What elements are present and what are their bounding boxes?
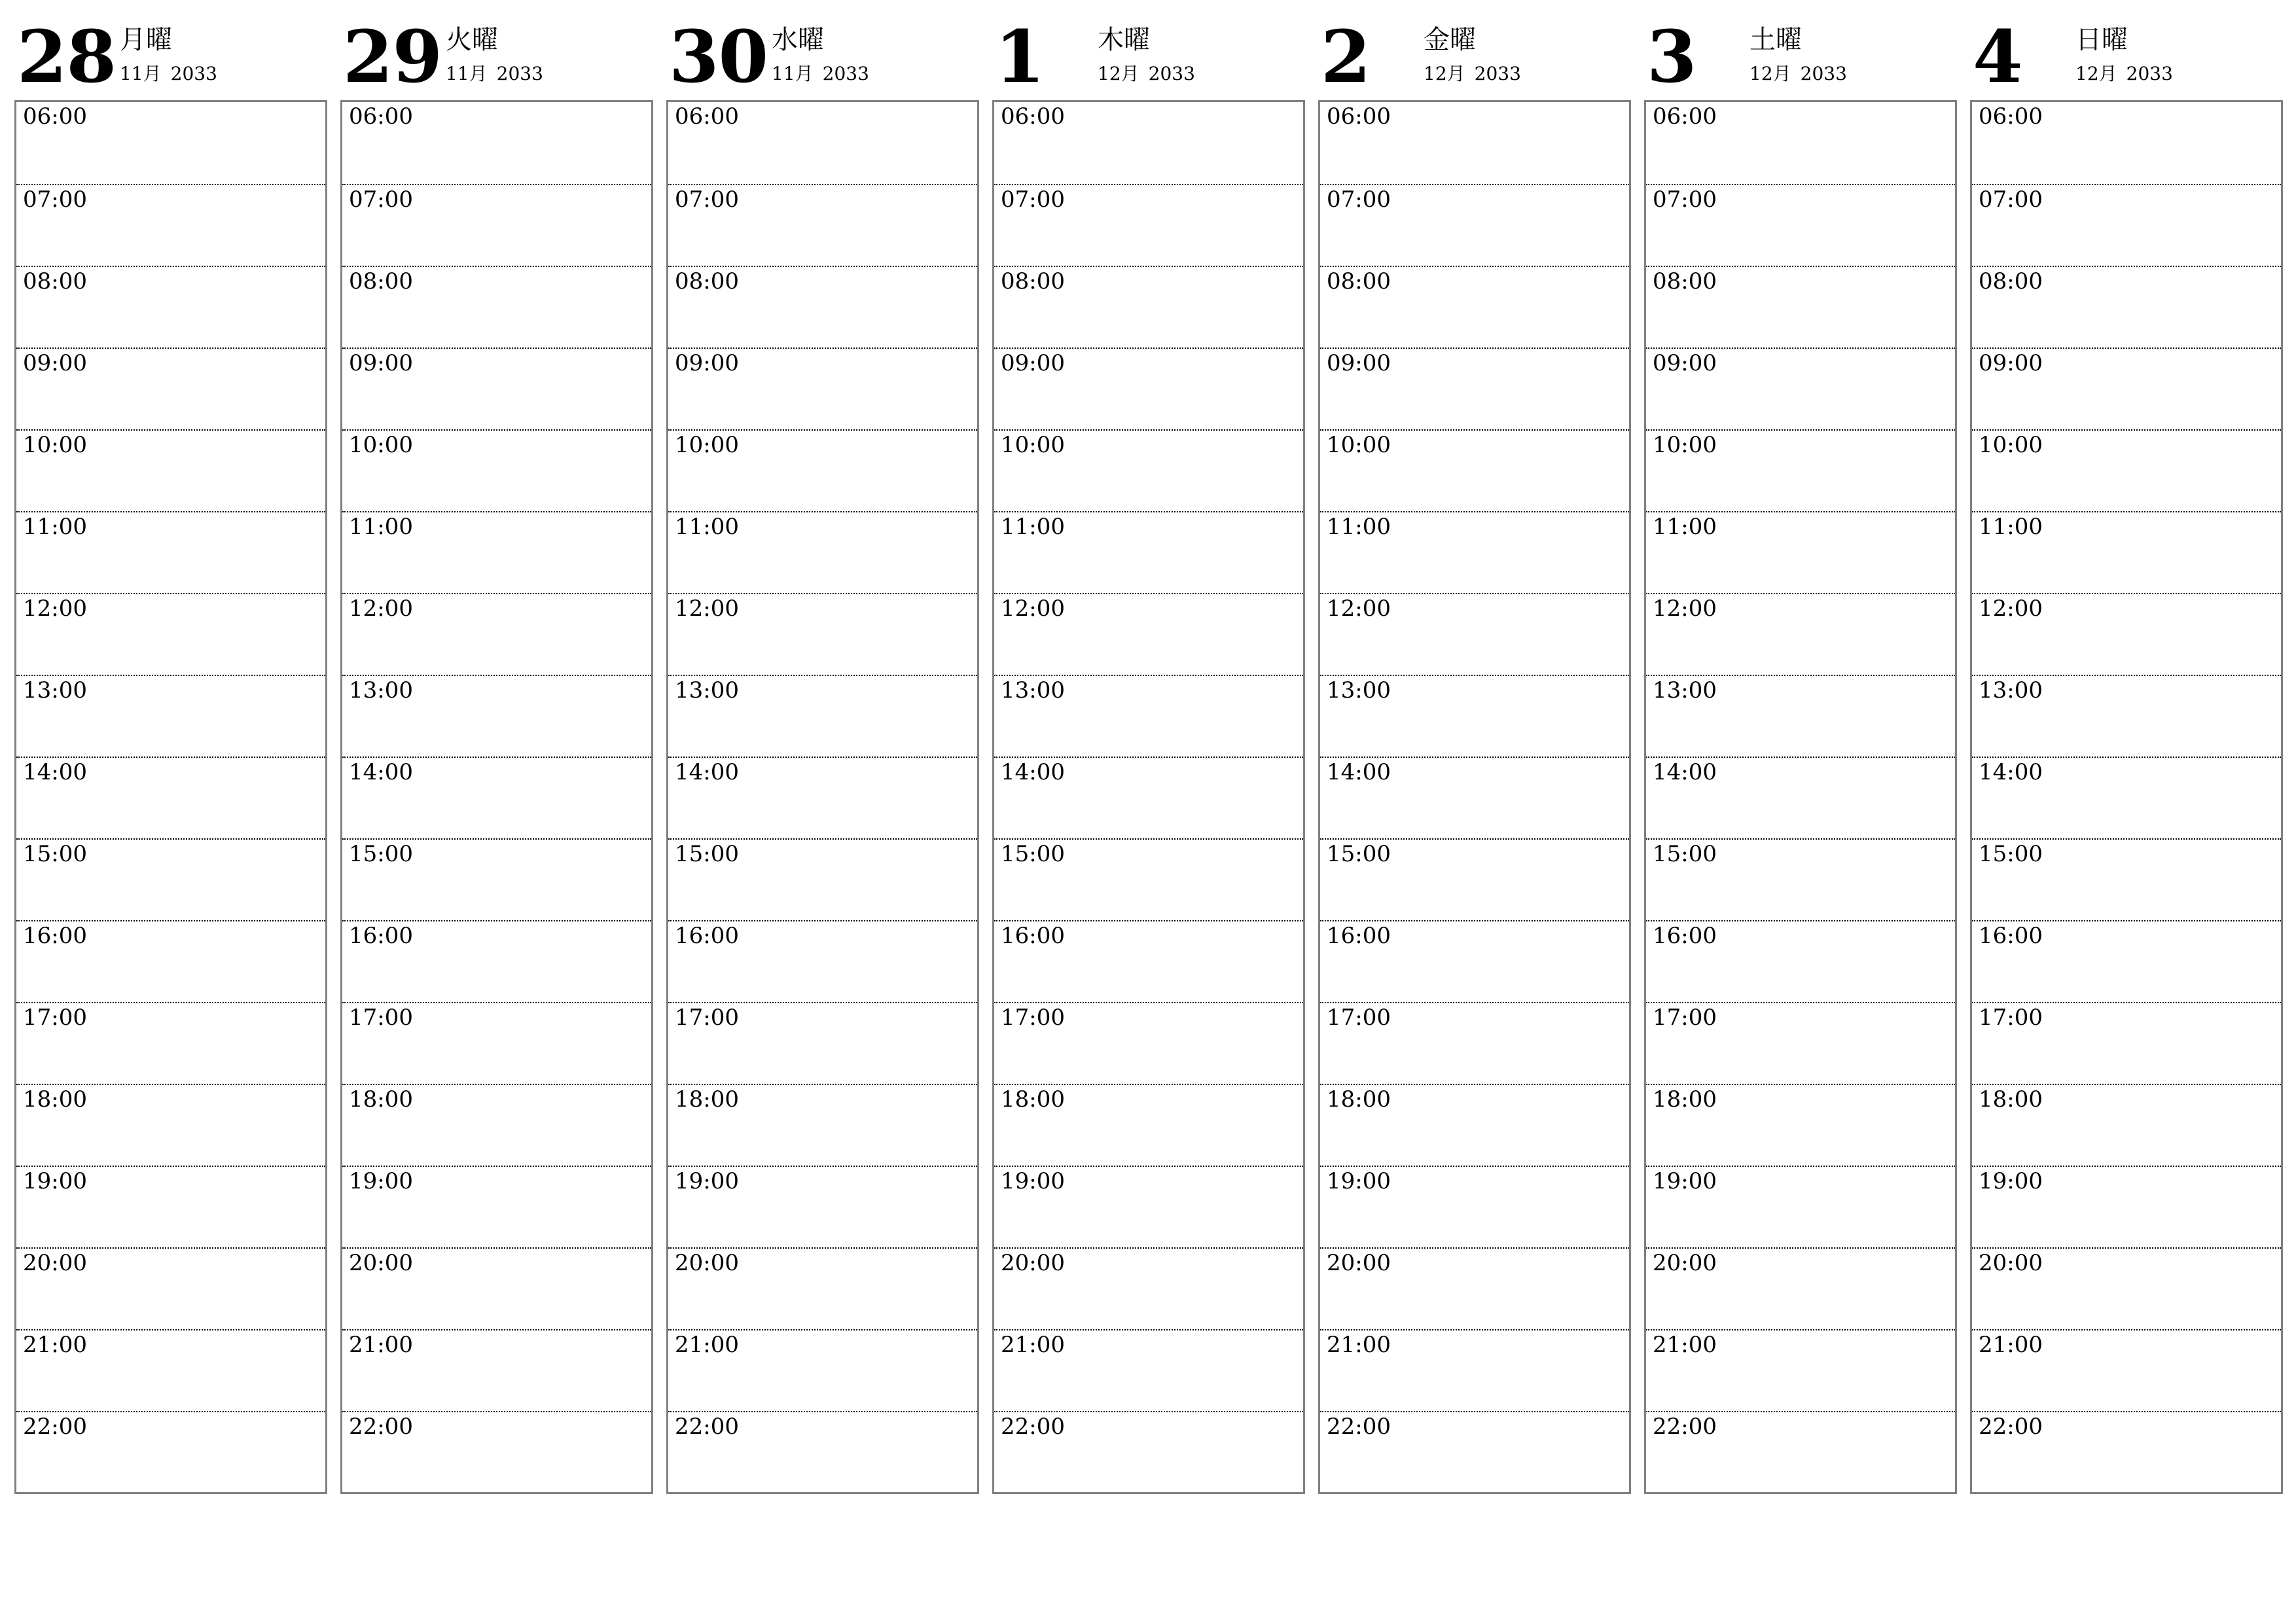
time-slot-label: 08:00: [1001, 268, 1065, 294]
time-slot[interactable]: [994, 1002, 1303, 1084]
day-schedule-box: [340, 100, 653, 1494]
time-slot-label: 17:00: [1979, 1005, 2043, 1031]
time-slot[interactable]: [1320, 1084, 1629, 1166]
time-slot-label: 12:00: [1979, 596, 2043, 622]
weekday-label: 木曜: [1098, 25, 1150, 55]
time-slot[interactable]: [342, 1411, 651, 1493]
day-schedule-box: [1318, 100, 1631, 1494]
time-slot-label: 20:00: [23, 1250, 87, 1276]
time-slot[interactable]: [16, 593, 325, 675]
time-slot[interactable]: [1646, 102, 1955, 184]
time-slot-label: 16:00: [349, 923, 413, 949]
time-slot[interactable]: [1646, 348, 1955, 429]
time-slot[interactable]: [1646, 1247, 1955, 1329]
time-slot-label: 18:00: [349, 1086, 413, 1113]
month-label: 12月: [1424, 63, 1465, 84]
day-header: [340, 0, 653, 98]
month-year-label: [1098, 63, 1195, 85]
time-slot[interactable]: [1646, 757, 1955, 838]
month-label: 12月: [1749, 63, 1791, 84]
time-slot[interactable]: [1320, 1166, 1629, 1247]
time-slot[interactable]: [342, 348, 651, 429]
time-slot[interactable]: [668, 1166, 977, 1247]
day-number: 28: [17, 14, 117, 99]
time-slot-label: 12:00: [675, 596, 739, 622]
time-slot[interactable]: [994, 1166, 1303, 1247]
time-slot[interactable]: [16, 1084, 325, 1166]
time-slot-label: 06:00: [675, 103, 739, 130]
time-slot-label: 21:00: [23, 1332, 87, 1358]
time-slot-label: 20:00: [1327, 1250, 1391, 1276]
time-slot-label: 07:00: [1001, 187, 1065, 213]
day-column: [992, 0, 1305, 1499]
time-slot[interactable]: [16, 511, 325, 593]
time-slot-label: 06:00: [1001, 103, 1065, 130]
day-number: 4: [1973, 14, 2022, 99]
time-slot-label: 08:00: [1979, 268, 2043, 294]
time-slot[interactable]: [342, 593, 651, 675]
month-label: 11月: [772, 63, 814, 84]
time-slot[interactable]: [668, 1084, 977, 1166]
month-label: 12月: [2075, 63, 2117, 84]
month-label: 11月: [446, 63, 488, 84]
day-header: [1970, 0, 2283, 98]
time-slot-label: 16:00: [1327, 923, 1391, 949]
time-slot[interactable]: [342, 1166, 651, 1247]
time-slot[interactable]: [16, 1247, 325, 1329]
time-slot[interactable]: [994, 838, 1303, 920]
time-slot-label: 09:00: [675, 350, 739, 376]
time-slot[interactable]: [994, 102, 1303, 184]
time-slot[interactable]: [994, 511, 1303, 593]
time-slot-label: 13:00: [1653, 677, 1717, 704]
time-slot-label: 21:00: [349, 1332, 413, 1358]
time-slot[interactable]: [1972, 1411, 2281, 1493]
time-slot-label: 09:00: [1979, 350, 2043, 376]
time-slot[interactable]: [994, 675, 1303, 757]
time-slot-label: 06:00: [1653, 103, 1717, 130]
day-schedule-box: [1644, 100, 1957, 1494]
time-slot[interactable]: [16, 757, 325, 838]
time-slot-label: 19:00: [1327, 1168, 1391, 1194]
time-slot-label: 11:00: [349, 514, 413, 540]
time-slot[interactable]: [1320, 1411, 1629, 1493]
time-slot-label: 17:00: [1001, 1005, 1065, 1031]
time-slot[interactable]: [342, 920, 651, 1002]
time-slot-label: 08:00: [675, 268, 739, 294]
time-slot-label: 19:00: [23, 1168, 87, 1194]
time-slot-label: 20:00: [1979, 1250, 2043, 1276]
time-slot[interactable]: [1320, 920, 1629, 1002]
time-slot-label: 18:00: [1327, 1086, 1391, 1113]
time-slot-label: 17:00: [1327, 1005, 1391, 1031]
time-slot[interactable]: [1646, 1166, 1955, 1247]
time-slot[interactable]: [16, 266, 325, 348]
time-slot[interactable]: [342, 266, 651, 348]
time-slot[interactable]: [16, 1002, 325, 1084]
day-schedule-box: [992, 100, 1305, 1494]
day-schedule-box: [14, 100, 327, 1494]
time-slot[interactable]: [668, 675, 977, 757]
time-slot-label: 10:00: [1653, 432, 1717, 458]
time-slot-label: 21:00: [1653, 1332, 1717, 1358]
time-slot-label: 09:00: [349, 350, 413, 376]
time-slot-label: 16:00: [1001, 923, 1065, 949]
day-schedule-box: [666, 100, 979, 1494]
time-slot[interactable]: [1972, 675, 2281, 757]
weekday-label: 土曜: [1749, 25, 1802, 55]
day-number: 3: [1647, 14, 1696, 99]
time-slot[interactable]: [1972, 1166, 2281, 1247]
time-slot[interactable]: [1646, 593, 1955, 675]
day-column: [1318, 0, 1631, 1499]
time-slot[interactable]: [1646, 266, 1955, 348]
time-slot-label: 13:00: [675, 677, 739, 704]
time-slot-label: 20:00: [1001, 1250, 1065, 1276]
time-slot-label: 22:00: [1001, 1414, 1065, 1440]
time-slot[interactable]: [668, 429, 977, 511]
time-slot-label: 17:00: [23, 1005, 87, 1031]
time-slot-label: 22:00: [1653, 1414, 1717, 1440]
time-slot[interactable]: [342, 1329, 651, 1411]
day-header: [1318, 0, 1631, 98]
time-slot-label: 08:00: [349, 268, 413, 294]
time-slot[interactable]: [668, 593, 977, 675]
day-column: [340, 0, 653, 1499]
time-slot[interactable]: [16, 429, 325, 511]
time-slot[interactable]: [1646, 1002, 1955, 1084]
day-number: 30: [669, 14, 768, 99]
time-slot[interactable]: [16, 184, 325, 266]
time-slot-label: 19:00: [1979, 1168, 2043, 1194]
time-slot[interactable]: [1320, 1002, 1629, 1084]
time-slot-label: 19:00: [1001, 1168, 1065, 1194]
time-slot[interactable]: [1320, 266, 1629, 348]
time-slot-label: 06:00: [1979, 103, 2043, 130]
time-slot-label: 15:00: [1979, 841, 2043, 867]
time-slot[interactable]: [1320, 757, 1629, 838]
time-slot[interactable]: [1972, 429, 2281, 511]
time-slot[interactable]: [994, 1084, 1303, 1166]
time-slot[interactable]: [1320, 429, 1629, 511]
weekday-label: 月曜: [120, 25, 172, 55]
year-label: 2033: [496, 63, 543, 84]
time-slot-label: 20:00: [349, 1250, 413, 1276]
time-slot-label: 15:00: [1653, 841, 1717, 867]
time-slot[interactable]: [1972, 757, 2281, 838]
time-slot-label: 11:00: [675, 514, 739, 540]
time-slot-label: 11:00: [1653, 514, 1717, 540]
time-slot-label: 18:00: [1653, 1086, 1717, 1113]
time-slot[interactable]: [668, 102, 977, 184]
time-slot[interactable]: [994, 429, 1303, 511]
year-label: 2033: [2126, 63, 2173, 84]
time-slot-label: 17:00: [675, 1005, 739, 1031]
time-slot-label: 15:00: [1001, 841, 1065, 867]
time-slot-label: 06:00: [349, 103, 413, 130]
time-slot[interactable]: [342, 675, 651, 757]
day-column: [666, 0, 979, 1499]
time-slot-label: 17:00: [1653, 1005, 1717, 1031]
year-label: 2033: [170, 63, 217, 84]
time-slot[interactable]: [1320, 675, 1629, 757]
time-slot[interactable]: [342, 1002, 651, 1084]
month-label: 12月: [1098, 63, 1139, 84]
time-slot-label: 11:00: [1979, 514, 2043, 540]
day-header: [14, 0, 327, 98]
time-slot[interactable]: [16, 1329, 325, 1411]
time-slot[interactable]: [342, 757, 651, 838]
time-slot-label: 09:00: [1001, 350, 1065, 376]
time-slot[interactable]: [1972, 102, 2281, 184]
time-slot[interactable]: [342, 1084, 651, 1166]
time-slot[interactable]: [668, 920, 977, 1002]
time-slot[interactable]: [1972, 1084, 2281, 1166]
day-header: [1644, 0, 1957, 98]
time-slot[interactable]: [342, 429, 651, 511]
time-slot-label: 14:00: [1001, 759, 1065, 785]
weekday-label: 火曜: [446, 25, 498, 55]
time-slot[interactable]: [1646, 184, 1955, 266]
time-slot[interactable]: [668, 1329, 977, 1411]
time-slot-label: 12:00: [23, 596, 87, 622]
time-slot[interactable]: [1972, 920, 2281, 1002]
time-slot-label: 09:00: [1327, 350, 1391, 376]
time-slot-label: 15:00: [675, 841, 739, 867]
time-slot-label: 19:00: [675, 1168, 739, 1194]
time-slot-label: 08:00: [1653, 268, 1717, 294]
time-slot-label: 15:00: [349, 841, 413, 867]
time-slot-label: 18:00: [675, 1086, 739, 1113]
time-slot-label: 11:00: [23, 514, 87, 540]
time-slot-label: 12:00: [1327, 596, 1391, 622]
time-slot-label: 08:00: [1327, 268, 1391, 294]
time-slot-label: 22:00: [675, 1414, 739, 1440]
time-slot[interactable]: [16, 102, 325, 184]
month-label: 11月: [120, 63, 162, 84]
time-slot-label: 07:00: [1653, 187, 1717, 213]
time-slot-label: 13:00: [1001, 677, 1065, 704]
day-header: [666, 0, 979, 98]
time-slot-label: 15:00: [23, 841, 87, 867]
day-column: [1644, 0, 1957, 1499]
time-slot-label: 22:00: [23, 1414, 87, 1440]
time-slot-label: 21:00: [1327, 1332, 1391, 1358]
time-slot[interactable]: [994, 920, 1303, 1002]
time-slot-label: 07:00: [1979, 187, 2043, 213]
year-label: 2033: [1474, 63, 1521, 84]
time-slot[interactable]: [1320, 511, 1629, 593]
time-slot[interactable]: [16, 348, 325, 429]
time-slot[interactable]: [668, 184, 977, 266]
time-slot-label: 06:00: [1327, 103, 1391, 130]
time-slot[interactable]: [16, 1166, 325, 1247]
time-slot[interactable]: [1320, 838, 1629, 920]
time-slot[interactable]: [1972, 1002, 2281, 1084]
time-slot-label: 11:00: [1327, 514, 1391, 540]
time-slot-label: 16:00: [1653, 923, 1717, 949]
time-slot-label: 10:00: [1327, 432, 1391, 458]
time-slot-label: 16:00: [1979, 923, 2043, 949]
time-slot[interactable]: [16, 838, 325, 920]
time-slot-label: 07:00: [675, 187, 739, 213]
time-slot-label: 13:00: [1327, 677, 1391, 704]
time-slot-label: 10:00: [1001, 432, 1065, 458]
time-slot-label: 14:00: [1653, 759, 1717, 785]
day-number: 2: [1321, 14, 1371, 99]
time-slot-label: 19:00: [349, 1168, 413, 1194]
time-slot[interactable]: [994, 1329, 1303, 1411]
time-slot[interactable]: [1320, 102, 1629, 184]
time-slot[interactable]: [1646, 920, 1955, 1002]
time-slot-label: 08:00: [23, 268, 87, 294]
year-label: 2033: [1800, 63, 1847, 84]
time-slot-label: 07:00: [349, 187, 413, 213]
day-column: [14, 0, 327, 1499]
day-header: [992, 0, 1305, 98]
time-slot-label: 17:00: [349, 1005, 413, 1031]
time-slot-label: 14:00: [675, 759, 739, 785]
time-slot-label: 10:00: [1979, 432, 2043, 458]
time-slot[interactable]: [668, 1411, 977, 1493]
time-slot-label: 22:00: [349, 1414, 413, 1440]
time-slot-label: 09:00: [23, 350, 87, 376]
day-column: [1970, 0, 2283, 1499]
time-slot-label: 18:00: [1979, 1086, 2043, 1113]
time-slot-label: 10:00: [23, 432, 87, 458]
time-slot[interactable]: [994, 1411, 1303, 1493]
time-slot[interactable]: [1972, 348, 2281, 429]
time-slot-label: 10:00: [675, 432, 739, 458]
time-slot[interactable]: [668, 511, 977, 593]
time-slot[interactable]: [1972, 184, 2281, 266]
time-slot-label: 14:00: [1327, 759, 1391, 785]
time-slot-label: 21:00: [1001, 1332, 1065, 1358]
time-slot[interactable]: [1646, 1084, 1955, 1166]
time-slot-label: 18:00: [1001, 1086, 1065, 1113]
time-slot[interactable]: [1646, 429, 1955, 511]
time-slot[interactable]: [16, 675, 325, 757]
time-slot[interactable]: [668, 348, 977, 429]
month-year-label: [120, 63, 217, 85]
time-slot[interactable]: [1972, 838, 2281, 920]
time-slot[interactable]: [342, 1247, 651, 1329]
time-slot-label: 11:00: [1001, 514, 1065, 540]
time-slot[interactable]: [342, 511, 651, 593]
day-number: 1: [995, 14, 1045, 99]
time-slot[interactable]: [668, 1002, 977, 1084]
time-slot-label: 20:00: [675, 1250, 739, 1276]
time-slot[interactable]: [994, 1247, 1303, 1329]
time-slot-label: 13:00: [23, 677, 87, 704]
time-slot-label: 07:00: [23, 187, 87, 213]
time-slot[interactable]: [1972, 511, 2281, 593]
time-slot[interactable]: [668, 838, 977, 920]
time-slot-label: 14:00: [1979, 759, 2043, 785]
year-label: 2033: [822, 63, 869, 84]
time-slot[interactable]: [994, 757, 1303, 838]
time-slot[interactable]: [342, 102, 651, 184]
day-schedule-box: [1970, 100, 2283, 1494]
time-slot[interactable]: [1320, 348, 1629, 429]
day-number: 29: [343, 14, 442, 99]
time-slot[interactable]: [1972, 1329, 2281, 1411]
time-slot[interactable]: [994, 348, 1303, 429]
time-slot-label: 15:00: [1327, 841, 1391, 867]
time-slot-label: 14:00: [23, 759, 87, 785]
time-slot-label: 21:00: [675, 1332, 739, 1358]
time-slot[interactable]: [1646, 1411, 1955, 1493]
time-slot-label: 06:00: [23, 103, 87, 130]
time-slot[interactable]: [668, 757, 977, 838]
time-slot[interactable]: [16, 920, 325, 1002]
time-slot[interactable]: [342, 838, 651, 920]
time-slot[interactable]: [1320, 1329, 1629, 1411]
time-slot[interactable]: [1646, 1329, 1955, 1411]
weekday-label: 水曜: [772, 25, 824, 55]
time-slot-label: 12:00: [1001, 596, 1065, 622]
month-year-label: [2075, 63, 2173, 85]
time-slot[interactable]: [994, 266, 1303, 348]
month-year-label: [446, 63, 543, 85]
time-slot[interactable]: [1972, 1247, 2281, 1329]
time-slot[interactable]: [1320, 593, 1629, 675]
time-slot-label: 10:00: [349, 432, 413, 458]
time-slot-label: 09:00: [1653, 350, 1717, 376]
time-slot[interactable]: [1972, 266, 2281, 348]
time-slot-label: 19:00: [1653, 1168, 1717, 1194]
time-slot-label: 12:00: [349, 596, 413, 622]
time-slot-label: 16:00: [23, 923, 87, 949]
time-slot[interactable]: [1320, 1247, 1629, 1329]
time-slot-label: 07:00: [1327, 187, 1391, 213]
time-slot[interactable]: [1972, 593, 2281, 675]
time-slot-label: 18:00: [23, 1086, 87, 1113]
time-slot[interactable]: [994, 593, 1303, 675]
time-slot-label: 22:00: [1327, 1414, 1391, 1440]
weekday-label: 金曜: [1424, 25, 1476, 55]
time-slot[interactable]: [342, 184, 651, 266]
time-slot-label: 16:00: [675, 923, 739, 949]
time-slot-label: 22:00: [1979, 1414, 2043, 1440]
time-slot[interactable]: [1646, 511, 1955, 593]
time-slot[interactable]: [16, 1411, 325, 1493]
time-slot[interactable]: [668, 266, 977, 348]
time-slot-label: 20:00: [1653, 1250, 1717, 1276]
time-slot[interactable]: [1320, 184, 1629, 266]
month-year-label: [772, 63, 869, 85]
month-year-label: [1424, 63, 1521, 85]
time-slot-label: 13:00: [1979, 677, 2043, 704]
time-slot-label: 21:00: [1979, 1332, 2043, 1358]
time-slot-label: 14:00: [349, 759, 413, 785]
weekday-label: 日曜: [2075, 25, 2128, 55]
year-label: 2033: [1148, 63, 1195, 84]
time-slot[interactable]: [1646, 675, 1955, 757]
time-slot[interactable]: [994, 184, 1303, 266]
time-slot-label: 13:00: [349, 677, 413, 704]
time-slot[interactable]: [1646, 838, 1955, 920]
time-slot-label: 12:00: [1653, 596, 1717, 622]
month-year-label: [1749, 63, 1847, 85]
time-slot[interactable]: [668, 1247, 977, 1329]
